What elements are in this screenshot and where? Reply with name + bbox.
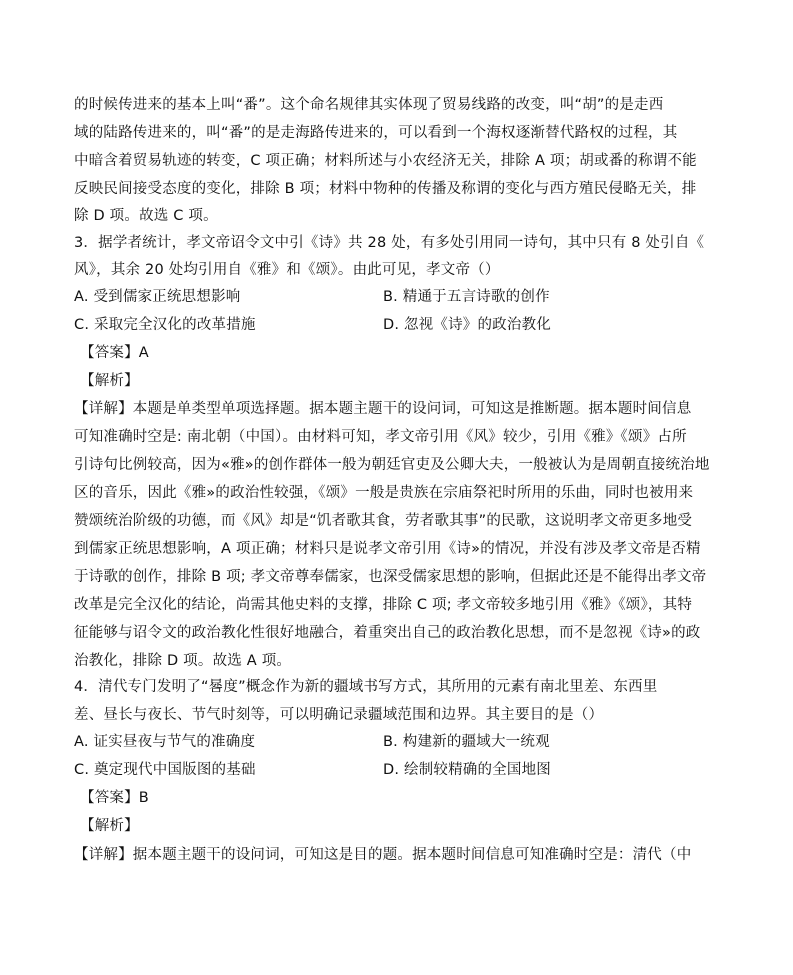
q3-detail-line-8: 改革是完全汉化的结论，尚需其他史料的支撑，排除 C 项; 孝文帝较多地引用《雅》《颂》，其特 [74, 597, 693, 613]
prev-answer-line-1: 的时候传进来的基本上叫“番”。这个命名规律其实体现了贸易线路的改变，叫“胡”的是走西 [74, 97, 664, 113]
q3-analysis-label: 【解析】 [80, 373, 139, 389]
q3-detail-line-5: 赞颂统治阶级的功德，而《风》却是“饥者歌其食，劳者歌其事”的民歌，这说明孝文帝更多地受 [74, 513, 693, 529]
q3-stem-line-2: 风》，其余 20 处均引用自《雅》和《颂》。由此可见，孝文帝（） [74, 262, 500, 278]
q3-detail-line-7: 于诗歌的创作，排除 B 项; 孝文帝尊奉儒家，也深受儒家思想的影响，但据此还是不能得出孝文帝 [74, 569, 707, 585]
q4-stem-line-1: 4．清代专门发明了“晷度”概念作为新的疆域书写方式，其所用的元素有南北里差、东西里 [74, 679, 658, 695]
q3-detail-line-6: 到儒家正统思想影响，A 项正确；材料只是说孝文帝引用《诗»的情况，并没有涉及孝文帝是否精 [74, 541, 701, 557]
q3-option-c: C. 采取完全汉化的改革措施 [74, 317, 256, 333]
q3-option-b: B. 精通于五言诗歌的创作 [383, 289, 550, 305]
prev-answer-line-4: 反映民间接受态度的变化，排除 B 项；材料中物种的传播及称谓的变化与西方殖民侵略无关，排 [74, 181, 697, 197]
q3-detail-line-10: 治教化，排除 D 项。故选 A 项。 [74, 653, 292, 669]
q3-detail-line-2: 可知准确时空是: 南北朝（中国）。由材料可知，孝文帝引用《风》较少，引用《雅》《颂》占所 [74, 429, 687, 445]
q4-detail-line-1: 【详解】据本题主题干的设问词，可知这是目的题。据本题时间信息可知准确时空是：清代（中 [74, 847, 692, 863]
prev-answer-line-3: 中暗含着贸易轨迹的转变，C 项正确；材料所述与小农经济无关，排除 A 项；胡或番的称谓不能 [74, 153, 697, 169]
q4-analysis-label: 【解析】 [80, 818, 139, 834]
prev-answer-line-5: 除 D 项。故选 C 项。 [74, 208, 218, 224]
q3-option-d: D. 忽视《诗》的政治教化 [383, 317, 551, 333]
q4-option-b: B. 构建新的疆域大一统观 [383, 734, 550, 750]
q4-stem-line-2: 差、昼长与夜长、节气时刻等，可以明确记录疆域范围和边界。其主要目的是（） [74, 707, 604, 723]
q4-option-a: A. 证实昼夜与节气的准确度 [74, 734, 256, 750]
q3-option-a: A. 受到儒家正统思想影响 [74, 289, 241, 305]
q3-answer: 【答案】A [80, 345, 149, 361]
q4-option-d: D. 绘制较精确的全国地图 [383, 762, 551, 778]
q3-detail-line-1: 【详解】本题是单类型单项选择题。据本题主题干的设问词，可知这是推断题。据本题时间信息 [74, 401, 692, 417]
q4-option-c: C. 奠定现代中国版图的基础 [74, 762, 256, 778]
q3-detail-line-3: 引诗句比例较高，因为«雅»的创作群体一般为朝廷官吏及公卿大夫，一般被认为是周朝直接统治地 [74, 457, 710, 473]
q3-detail-line-4: 区的音乐，因此《雅»的政治性较强，《颂》一般是贵族在宗庙祭祀时所用的乐曲，同时也被用来 [74, 485, 694, 501]
prev-answer-line-2: 域的陆路传进来的，叫“番”的是走海路传进来的，可以看到一个海权逐渐替代路权的过程，其 [74, 125, 678, 141]
q3-detail-line-9: 征能够与诏令文的政治教化性很好地融合，着重突出自己的政治教化思想，而不是忽视《诗»的政 [74, 625, 701, 641]
q4-answer: 【答案】B [80, 790, 149, 806]
q3-stem-line-1: 3．据学者统计，孝文帝诏令文中引《诗》共 28 处，有多处引用同一诗句，其中只有 8 处引自《 [74, 235, 705, 251]
